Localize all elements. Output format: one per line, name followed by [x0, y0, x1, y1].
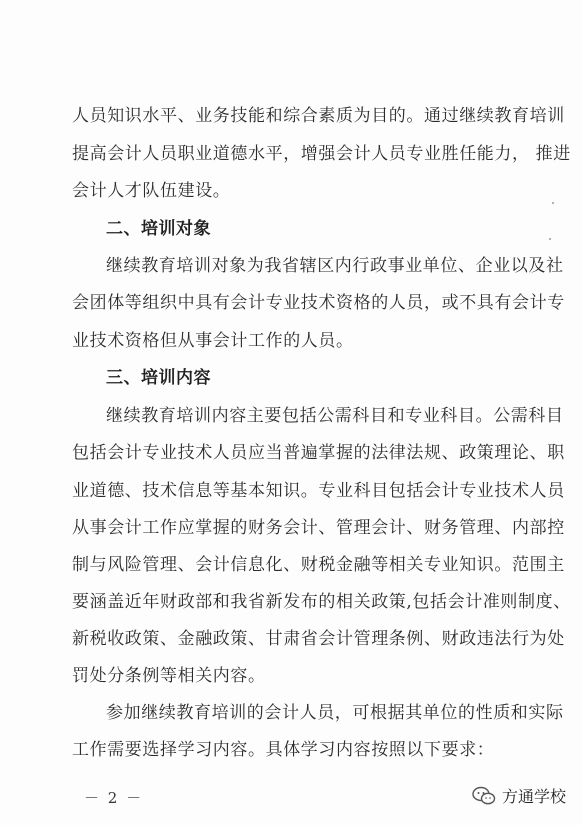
paragraph-line: 会团体等组织中具有会计专业技术资格的人员，或不具有会计专	[72, 293, 565, 313]
paragraph-line: 人员知识水平、业务技能和综合素质为目的。通过继续教育培训	[72, 106, 565, 126]
paragraph-line: 包括会计专业技术人员应当普遍掌握的法律法规、政策理论、职	[72, 443, 565, 463]
watermark	[472, 784, 566, 807]
page-number: － 2 －	[84, 789, 144, 807]
section-heading: 二、培训对象	[106, 219, 211, 239]
paragraph-line: 继续教育培训内容主要包括公需科目和专业科目。公需科目	[106, 406, 564, 426]
watermark-text: 方通学校	[501, 787, 566, 806]
paragraph-line: 工作需要选择学习内容。具体学习内容按照以下要求：	[72, 740, 495, 760]
paragraph-line: 提高会计人员职业道德水平，增强会计人员专业胜任能力， 推进	[72, 144, 571, 164]
paragraph-line: 参加继续教育培训的会计人员，可根据其单位的性质和实际	[106, 703, 564, 723]
paragraph-line: 从事会计工作应掌握的财务会计、管理会计、财务管理、内部控	[72, 518, 565, 538]
paragraph-line: 制与风险管理、会计信息化、财税金融等相关专业知识。范围主	[72, 555, 565, 575]
paragraph-line: 业道德、技术信息等基本知识。专业科目包括会计专业技术人员	[72, 481, 565, 501]
paragraph-line: 要涵盖近年财政部和我省新发布的相关政策,包括会计准则制度、	[72, 592, 571, 612]
paragraph-line: 继续教育培训对象为我省辖区内行政事业单位、企业以及社	[106, 256, 564, 276]
paragraph-line: 业技术资格但从事会计工作的人员。	[72, 331, 354, 351]
wechat-icon	[472, 786, 496, 806]
scan-speck	[549, 238, 551, 240]
section-heading: 三、培训内容	[106, 368, 211, 388]
paragraph-line: 新税收政策、金融政策、甘肃省会计管理条例、财政违法行为处	[72, 629, 565, 649]
paragraph-line: 会计人才队伍建设。	[72, 181, 231, 201]
scan-speck	[552, 202, 554, 204]
paragraph-line: 罚处分条例等相关内容。	[72, 666, 266, 686]
